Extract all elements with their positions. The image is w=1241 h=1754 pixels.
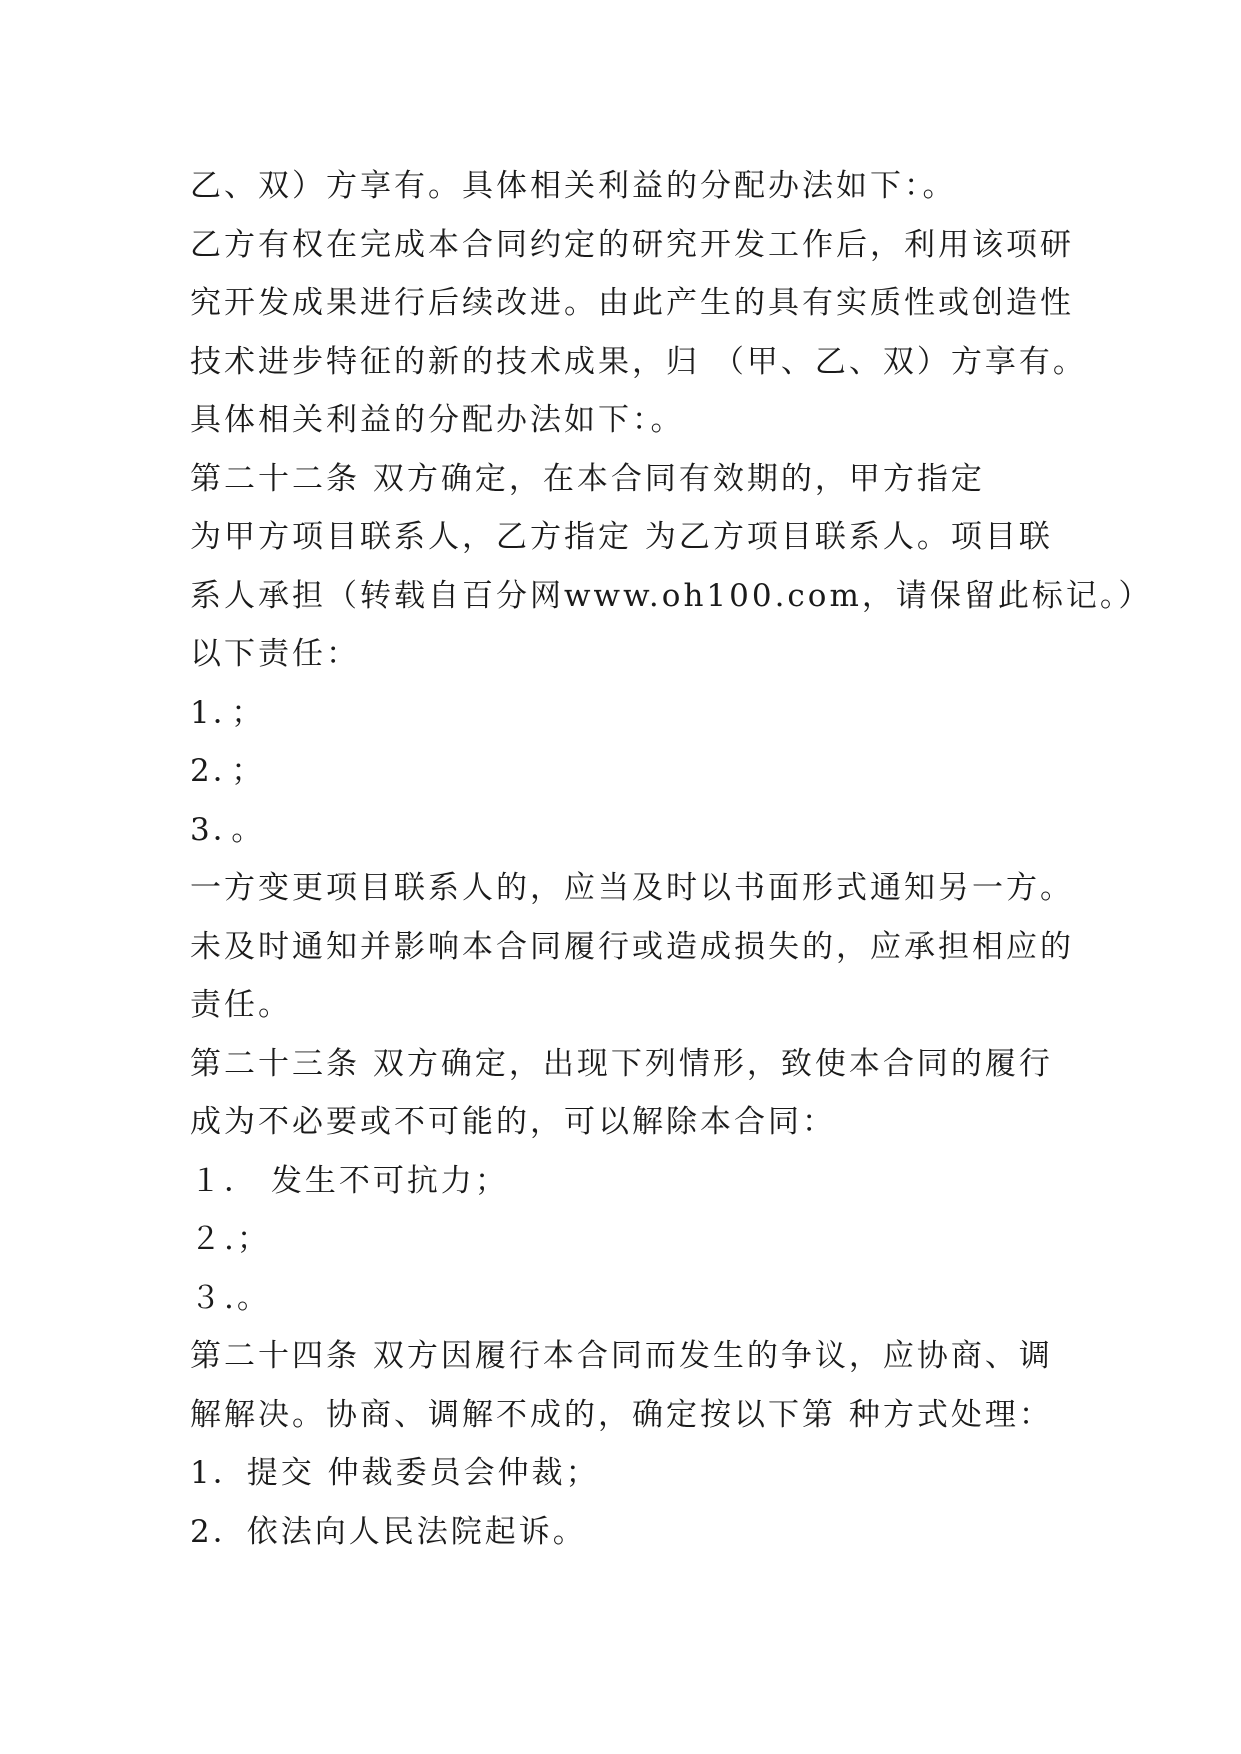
list-item: 2．依法向人民法院起诉。	[190, 1514, 587, 1550]
text-line: 责任。	[190, 987, 292, 1023]
list-item: ３.。	[190, 1280, 271, 1316]
article-23-heading: 第二十三条 双方确定，出现下列情形，致使本合同的履行	[190, 1046, 1053, 1082]
text-line: 为甲方项目联系人，乙方指定 为乙方项目联系人。项目联	[190, 519, 1053, 555]
list-item: 1．提交 仲裁委员会仲裁；	[190, 1455, 600, 1491]
list-item: １． 发生不可抗力；	[190, 1163, 509, 1199]
list-item: 2．；	[190, 753, 266, 789]
text-line: 究开发成果进行后续改进。由此产生的具有实质性或创造性	[190, 285, 1074, 321]
article-22-heading: 第二十二条 双方确定，在本合同有效期的，甲方指定	[190, 461, 985, 497]
text-line: 以下责任：	[190, 636, 360, 672]
list-item: 1．；	[190, 695, 266, 731]
text-line: 一方变更项目联系人的，应当及时以书面形式通知另一方。	[190, 870, 1074, 906]
text-line: 具体相关利益的分配办法如下：。	[190, 402, 685, 438]
list-item: 3．。	[190, 812, 266, 848]
text-line: 成为不必要或不可能的，可以解除本合同：	[190, 1104, 836, 1140]
text-line: 技术进步特征的新的技术成果，归 （甲、乙、双）方享有。	[190, 344, 1087, 380]
text-line: 未及时通知并影响本合同履行或造成损失的，应承担相应的	[190, 929, 1074, 965]
text-line: 乙、双）方享有。具体相关利益的分配办法如下：。	[190, 168, 957, 204]
text-line: 系人承担（转载自百分网www.oh100.com，请保留此标记。）	[190, 578, 1153, 614]
article-24-heading: 第二十四条 双方因履行本合同而发生的争议，应协商、调	[190, 1338, 1053, 1374]
text-line: 乙方有权在完成本合同约定的研究开发工作后，利用该项研	[190, 227, 1074, 263]
text-line: 解解决。协商、调解不成的，确定按以下第 种方式处理：	[190, 1397, 1053, 1433]
list-item: ２.；	[190, 1221, 271, 1257]
